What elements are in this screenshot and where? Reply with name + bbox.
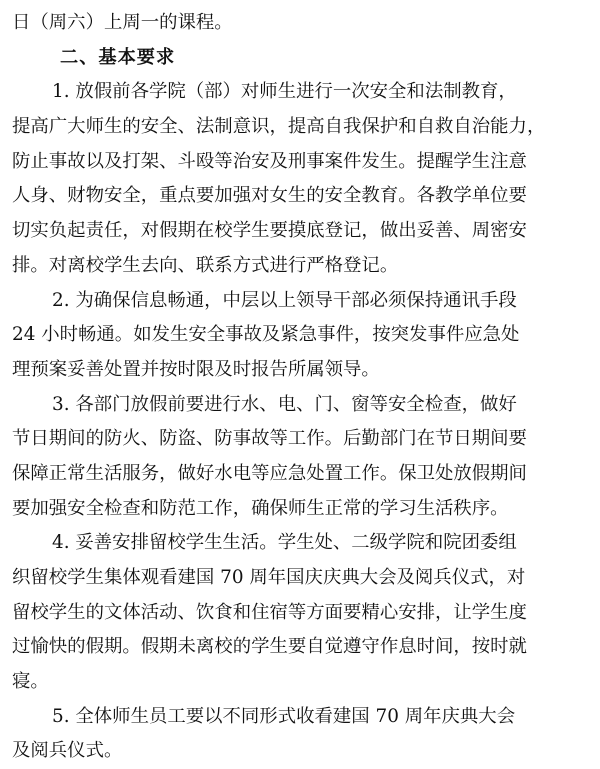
- text-line: 防止事故以及打架、斗殴等治安及刑事案件发生。提醒学生注意: [12, 150, 527, 172]
- paragraph-1-start: 1. 放假前各学院（部）对师生进行一次安全和法制教育，: [52, 81, 517, 103]
- text-line: 寝。: [12, 671, 49, 693]
- paragraph-5-start: 5. 全体师生员工要以不同形式收看建国 70 周年庆典大会: [52, 705, 516, 727]
- text-line: 24 小时畅通。如发生安全事故及紧急事件，按突发事件应急处: [12, 324, 520, 346]
- text-line: 留校学生的文体活动、饮食和住宿等方面要精心安排，让学生度: [12, 601, 527, 623]
- text-line: 保障正常生活服务，做好水电等应急处置工作。保卫处放假期间: [12, 462, 527, 484]
- text-line: 织留校学生集体观看建国 70 周年国庆庆典大会及阅兵仪式，对: [12, 567, 526, 588]
- paragraph-2-start: 2. 为确保信息畅通，中层以上领导干部必须保持通讯手段: [52, 289, 517, 311]
- paragraph-4-start: 4. 妥善安排留校学生生活。学生处、二级学院和院团委组: [52, 532, 517, 554]
- text-line: 要加强安全检查和防范工作，确保师生正常的学习生活秩序。: [12, 497, 509, 519]
- text-line: 节日期间的防火、防盗、防事故等工作。后勤部门在节日期间要: [12, 428, 527, 450]
- section-heading: 二、基本要求: [60, 46, 176, 68]
- text-line: 及阅兵仪式。: [12, 740, 123, 762]
- text-line: 排。对离校学生去向、联系方式进行严格登记。: [12, 254, 399, 276]
- text-line: 理预案妥善处置并按时限及时报告所属领导。: [12, 358, 380, 380]
- text-line: 切实负起责任，对假期在校学生要摸底登记，做出妥善、周密安: [12, 220, 527, 242]
- text-line: 提高广大师生的安全、法制意识，提高自我保护和自救自治能力，: [12, 116, 546, 138]
- text-line: 过愉快的假期。假期未离校的学生要自觉遵守作息时间，按时就: [12, 636, 527, 658]
- text-line: 人身、财物安全，重点要加强对女生的安全教育。各教学单位要: [12, 185, 527, 207]
- paragraph-3-start: 3. 各部门放假前要进行水、电、门、窗等安全检查，做好: [52, 393, 517, 415]
- text-line: 日（周六）上周一的课程。: [12, 12, 233, 33]
